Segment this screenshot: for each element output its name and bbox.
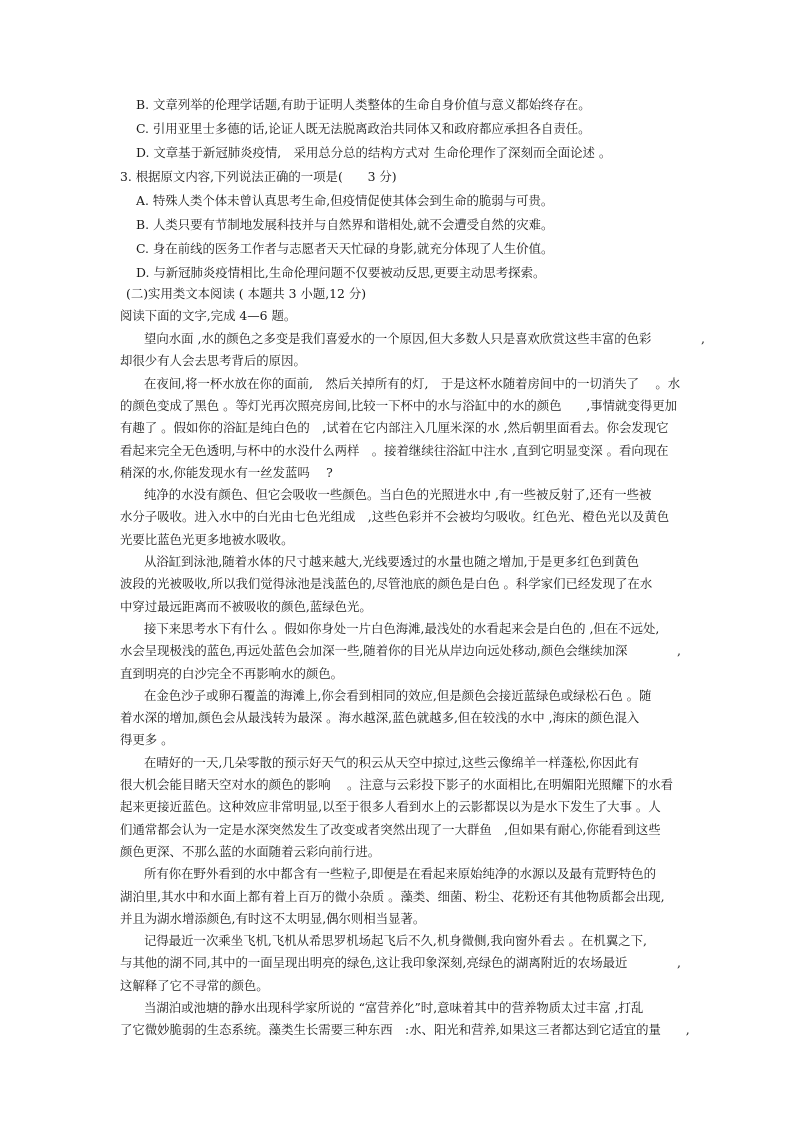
passage-line: 着水深的增加,颜色会从最浅转为最深 。海水越深,蓝色就越多,但在较浅的水中 ,海床的颜色混入 bbox=[120, 710, 640, 726]
passage-line: 湖泊里,其水中和水面上都有着上百万的微小杂质 。藻类、细菌、粉尘、花粉还有其他物质都会出现, bbox=[120, 888, 665, 904]
section-heading: (二)实用类文本阅读 ( 本题共 3 小题,12 分) bbox=[126, 286, 367, 301]
passage-line: 中穿过最远距离而不被吸收的颜色,蓝绿色光。 bbox=[120, 598, 372, 614]
passage-line: 在晴好的一天,几朵零散的预示好天气的积云从天空中掠过,这些云像绵羊一样蓬松,你因此有 bbox=[144, 754, 640, 770]
q3-option-a: A. 特殊人类个体未曾认真思考生命,但疫情促使其体会到生命的脆弱与可贵。 bbox=[136, 193, 554, 208]
passage-line: 水会呈现极浅的蓝色,再远处蓝色会加深一些,随着你的目光从岸边向远处移动,颜色会继续加深 , bbox=[120, 643, 681, 659]
passage-line: 所有你在野外看到的水中都含有一些粒子,即便是在看起来原始纯净的水源以及最有荒野特色的 bbox=[144, 866, 656, 882]
passage-line: 当湖泊或池塘的静水出现科学家所说的 “富营养化”时,意味着其中的营养物质太过丰富 ,打乱 bbox=[144, 1000, 644, 1015]
passage-line: 记得最近一次乘坐飞机,飞机从希思罗机场起飞后不久,机身微侧,我向窗外看去 。在机翼之下, bbox=[144, 933, 647, 949]
passage-line: 在金色沙子或卵石覆盖的海滩上,你会看到相同的效应,但是颜色会接近蓝绿色或绿松石色 。随 bbox=[144, 687, 652, 703]
q3-stem: 3. 根据原文内容,下列说法正确的一项是( 3 分) bbox=[120, 169, 397, 184]
passage-line: 看起来完全无色透明,与杯中的水没什么两样 。接着继续往浴缸中注水 ,直到它明显变深 。看向现在 bbox=[120, 442, 669, 458]
passage-line: 了它微妙脆弱的生态系统。藻类生长需要三种东西 :水、阳光和营养,如果这三者都达到它适宜的量 , bbox=[120, 1022, 690, 1038]
passage-line: 水分子吸收。进入水中的白光由七色光组成 ,这些色彩并不会被均匀吸收。红色光、橙色光以及黄色 bbox=[120, 509, 670, 525]
passage-line: 并且为湖水增添颜色,有时这不太明显,偶尔则相当显著。 bbox=[120, 910, 426, 926]
passage-line: 接下来思考水下有什么 。假如你身处一片白色海滩,最浅处的水看起来会是白色的 ,但在不远处, bbox=[144, 620, 660, 636]
passage-line: 望向水面 ,水的颜色之多变是我们喜爱水的一个原因,但大多数人只是喜欢欣赏这些丰富的色彩 , bbox=[144, 331, 705, 346]
passage-line: 们通常都会认为一定是水深突然发生了改变或者突然出现了一大群鱼 ,但如果有耐心,你能看到这些 bbox=[120, 821, 661, 837]
passage-line: 纯净的水没有颜色、但它会吸收一些颜色。当白色的光照进水中 ,有一些被反射了,还有一些被 bbox=[144, 487, 652, 503]
passage-line: 很大机会能目睹天空对水的颜色的影响 。注意与云彩投下影子的水面相比,在明媚阳光照耀下的水看 bbox=[120, 777, 674, 792]
passage-line: 在夜间,将一杯水放在你的面前, 然后关掉所有的灯, 于是这杯水随着房间中的一切消失了 。水 bbox=[144, 375, 681, 391]
passage-line: 有趣了 。假如你的浴缸是纯白色的 ,试着在它内部注入几厘米深的水 ,然后朝里面看去。你会发现它 bbox=[120, 420, 669, 436]
passage-line: 直到明亮的白沙完全不再影响水的颜色。 bbox=[120, 665, 344, 681]
q2-option-d: D. 文章基于新冠肺炎疫情, 采用总分总的结构方式对 生命伦理作了深刻而全面论述 。 bbox=[136, 145, 612, 160]
passage-line: 得更多 。 bbox=[120, 732, 174, 748]
passage-line: 这解释了它不寻常的颜色。 bbox=[120, 977, 269, 993]
passage-line: 与其他的湖不同,其中的一面呈现出明亮的绿色,这让我印象深刻,亮绿色的湖离附近的农场最近 , bbox=[120, 955, 681, 971]
passage-line: 起来更接近蓝色。这种效应非常明显,以至于很多人看到水上的云影都误以为是水下发生了大事 。人 bbox=[120, 799, 661, 815]
q3-option-d: D. 与新冠肺炎疫情相比,生命伦理问题不仅要被动反思,更要主动思考探索。 bbox=[136, 265, 546, 280]
passage-line: 却很少有人会去思考背后的原因。 bbox=[120, 353, 306, 369]
q2-option-c: C. 引用亚里士多德的话,论证人既无法脱离政治共同体又和政府都应承担各自责任。 bbox=[136, 121, 591, 136]
q2-option-b: B. 文章列举的伦理学话题,有助于证明人类整体的生命自身价值与意义都始终存在。 bbox=[136, 97, 591, 112]
passage-line: 波段的光被吸收,所以我们觉得泳池是浅蓝色的,尽管池底的颜色是白色 。科学家们已经发现了在水 bbox=[120, 576, 653, 592]
passage-line: 从浴缸到泳池,随着水体的尺寸越来越大,光线要透过的水量也随之增加,于是更多红色到黄色 bbox=[144, 554, 640, 569]
passage-line: 光要比蓝色光更多地被水吸收。 bbox=[120, 531, 294, 547]
passage-line: 颜色更深、不那么蓝的水面随着云彩向前行进。 bbox=[120, 843, 381, 859]
passage-line: 的颜色变成了黑色 。等灯光再次照亮房间,比较一下杯中的水与浴缸中的水的颜色 ,事情就变得更加 bbox=[120, 397, 678, 413]
passage-line: 稍深的水,你能发现水有一丝发蓝吗 ? bbox=[120, 464, 333, 480]
q3-option-b: B. 人类只要有节制地发展科技并与自然界和谐相处,就不会遭受自然的灾难。 bbox=[136, 217, 554, 232]
q3-option-c: C. 身在前线的医务工作者与志愿者天天忙碌的身影,就充分体现了人生价值。 bbox=[136, 241, 554, 256]
reading-instruction: 阅读下面的文字,完成 4—6 题。 bbox=[120, 308, 297, 323]
